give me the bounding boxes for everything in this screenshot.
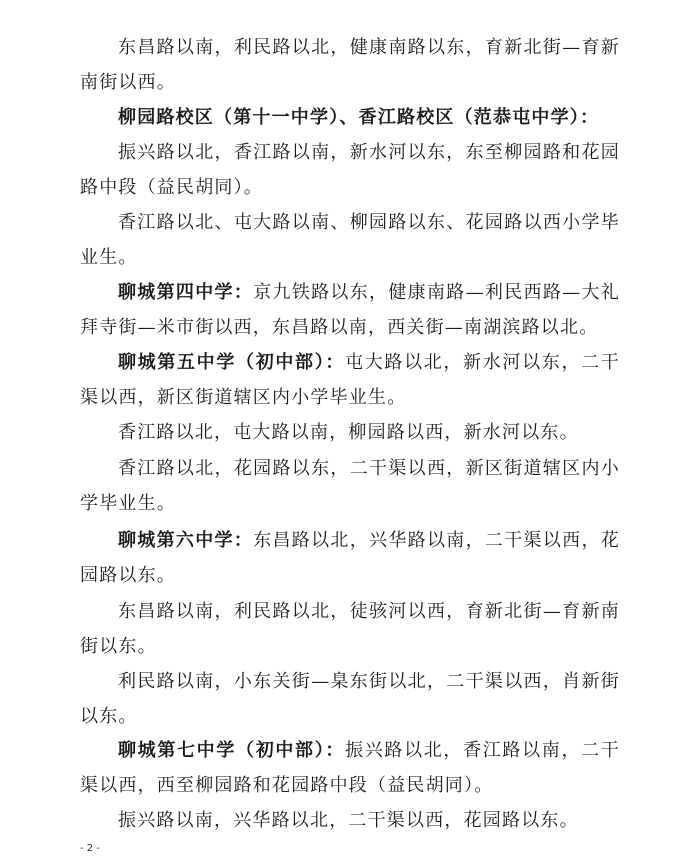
paragraph-5	[80, 275, 620, 345]
paragraph-3	[80, 135, 620, 205]
paragraph-13-text: 振兴路以南，兴华路以北，二干渠以西，花园路以东。	[118, 810, 579, 831]
paragraph-10	[80, 594, 620, 664]
paragraph-9	[80, 523, 620, 593]
paragraph-2-heading: 柳园路校区（第十一中学）、香江路校区（范恭屯中学）：	[118, 107, 600, 128]
paragraph-2	[80, 100, 620, 135]
paragraph-5-text: 京九铁路以东，健康南路—利民西路—大礼拜寺街—米市街以西，东昌路以南，西关街—南湖滨路以北。	[80, 282, 620, 338]
paragraph-6-text: 屯大路以北，新水河以东，二干渠以西，新区街道辖区内小学毕业生。	[80, 352, 620, 408]
paragraph-6-heading: 聊城第五中学（初中部）：	[118, 352, 346, 373]
paragraph-12	[80, 733, 620, 803]
paragraph-8-text: 香江路以北，花园路以东，二干渠以西，新区街道辖区内小学毕业生。	[80, 458, 620, 514]
paragraph-9-heading: 聊城第六中学：	[118, 530, 254, 551]
paragraph-4-text: 香江路以北、屯大路以南、柳园路以东、花园路以西小学毕业生。	[80, 212, 620, 268]
paragraph-7-text: 香江路以北，屯大路以南，柳园路以西，新水河以东。	[118, 422, 579, 443]
paragraph-11-text: 利民路以南，小东关街—臬东街以北，二干渠以西，肖新街以东。	[80, 671, 620, 727]
paragraph-8	[80, 451, 620, 521]
paragraph-13	[80, 803, 620, 838]
paragraph-4	[80, 205, 620, 275]
paragraph-6	[80, 345, 620, 415]
paragraph-1-text: 东昌路以南，利民路以北，健康南路以东，育新北街—育新南街以西。	[80, 37, 620, 93]
page-number: - 2 -	[80, 843, 100, 854]
paragraph-12-heading: 聊城第七中学（初中部）：	[118, 740, 346, 761]
paragraph-10-text: 东昌路以南，利民路以北，徒骇河以西，育新北街—育新南街以东。	[80, 601, 620, 657]
paragraph-3-text: 振兴路以北，香江路以南，新水河以东，东至柳园路和花园路中段（益民胡同）。	[80, 142, 620, 198]
paragraph-9-text: 东昌路以北，兴华路以南，二干渠以西，花园路以东。	[80, 530, 620, 586]
paragraph-11	[80, 664, 620, 734]
paragraph-7	[80, 415, 620, 450]
paragraph-1	[80, 30, 620, 100]
paragraph-12-text: 振兴路以北，香江路以南，二干渠以西，西至柳园路和花园路中段（益民胡同）。	[80, 740, 620, 796]
paragraph-5-heading: 聊城第四中学：	[118, 282, 254, 303]
